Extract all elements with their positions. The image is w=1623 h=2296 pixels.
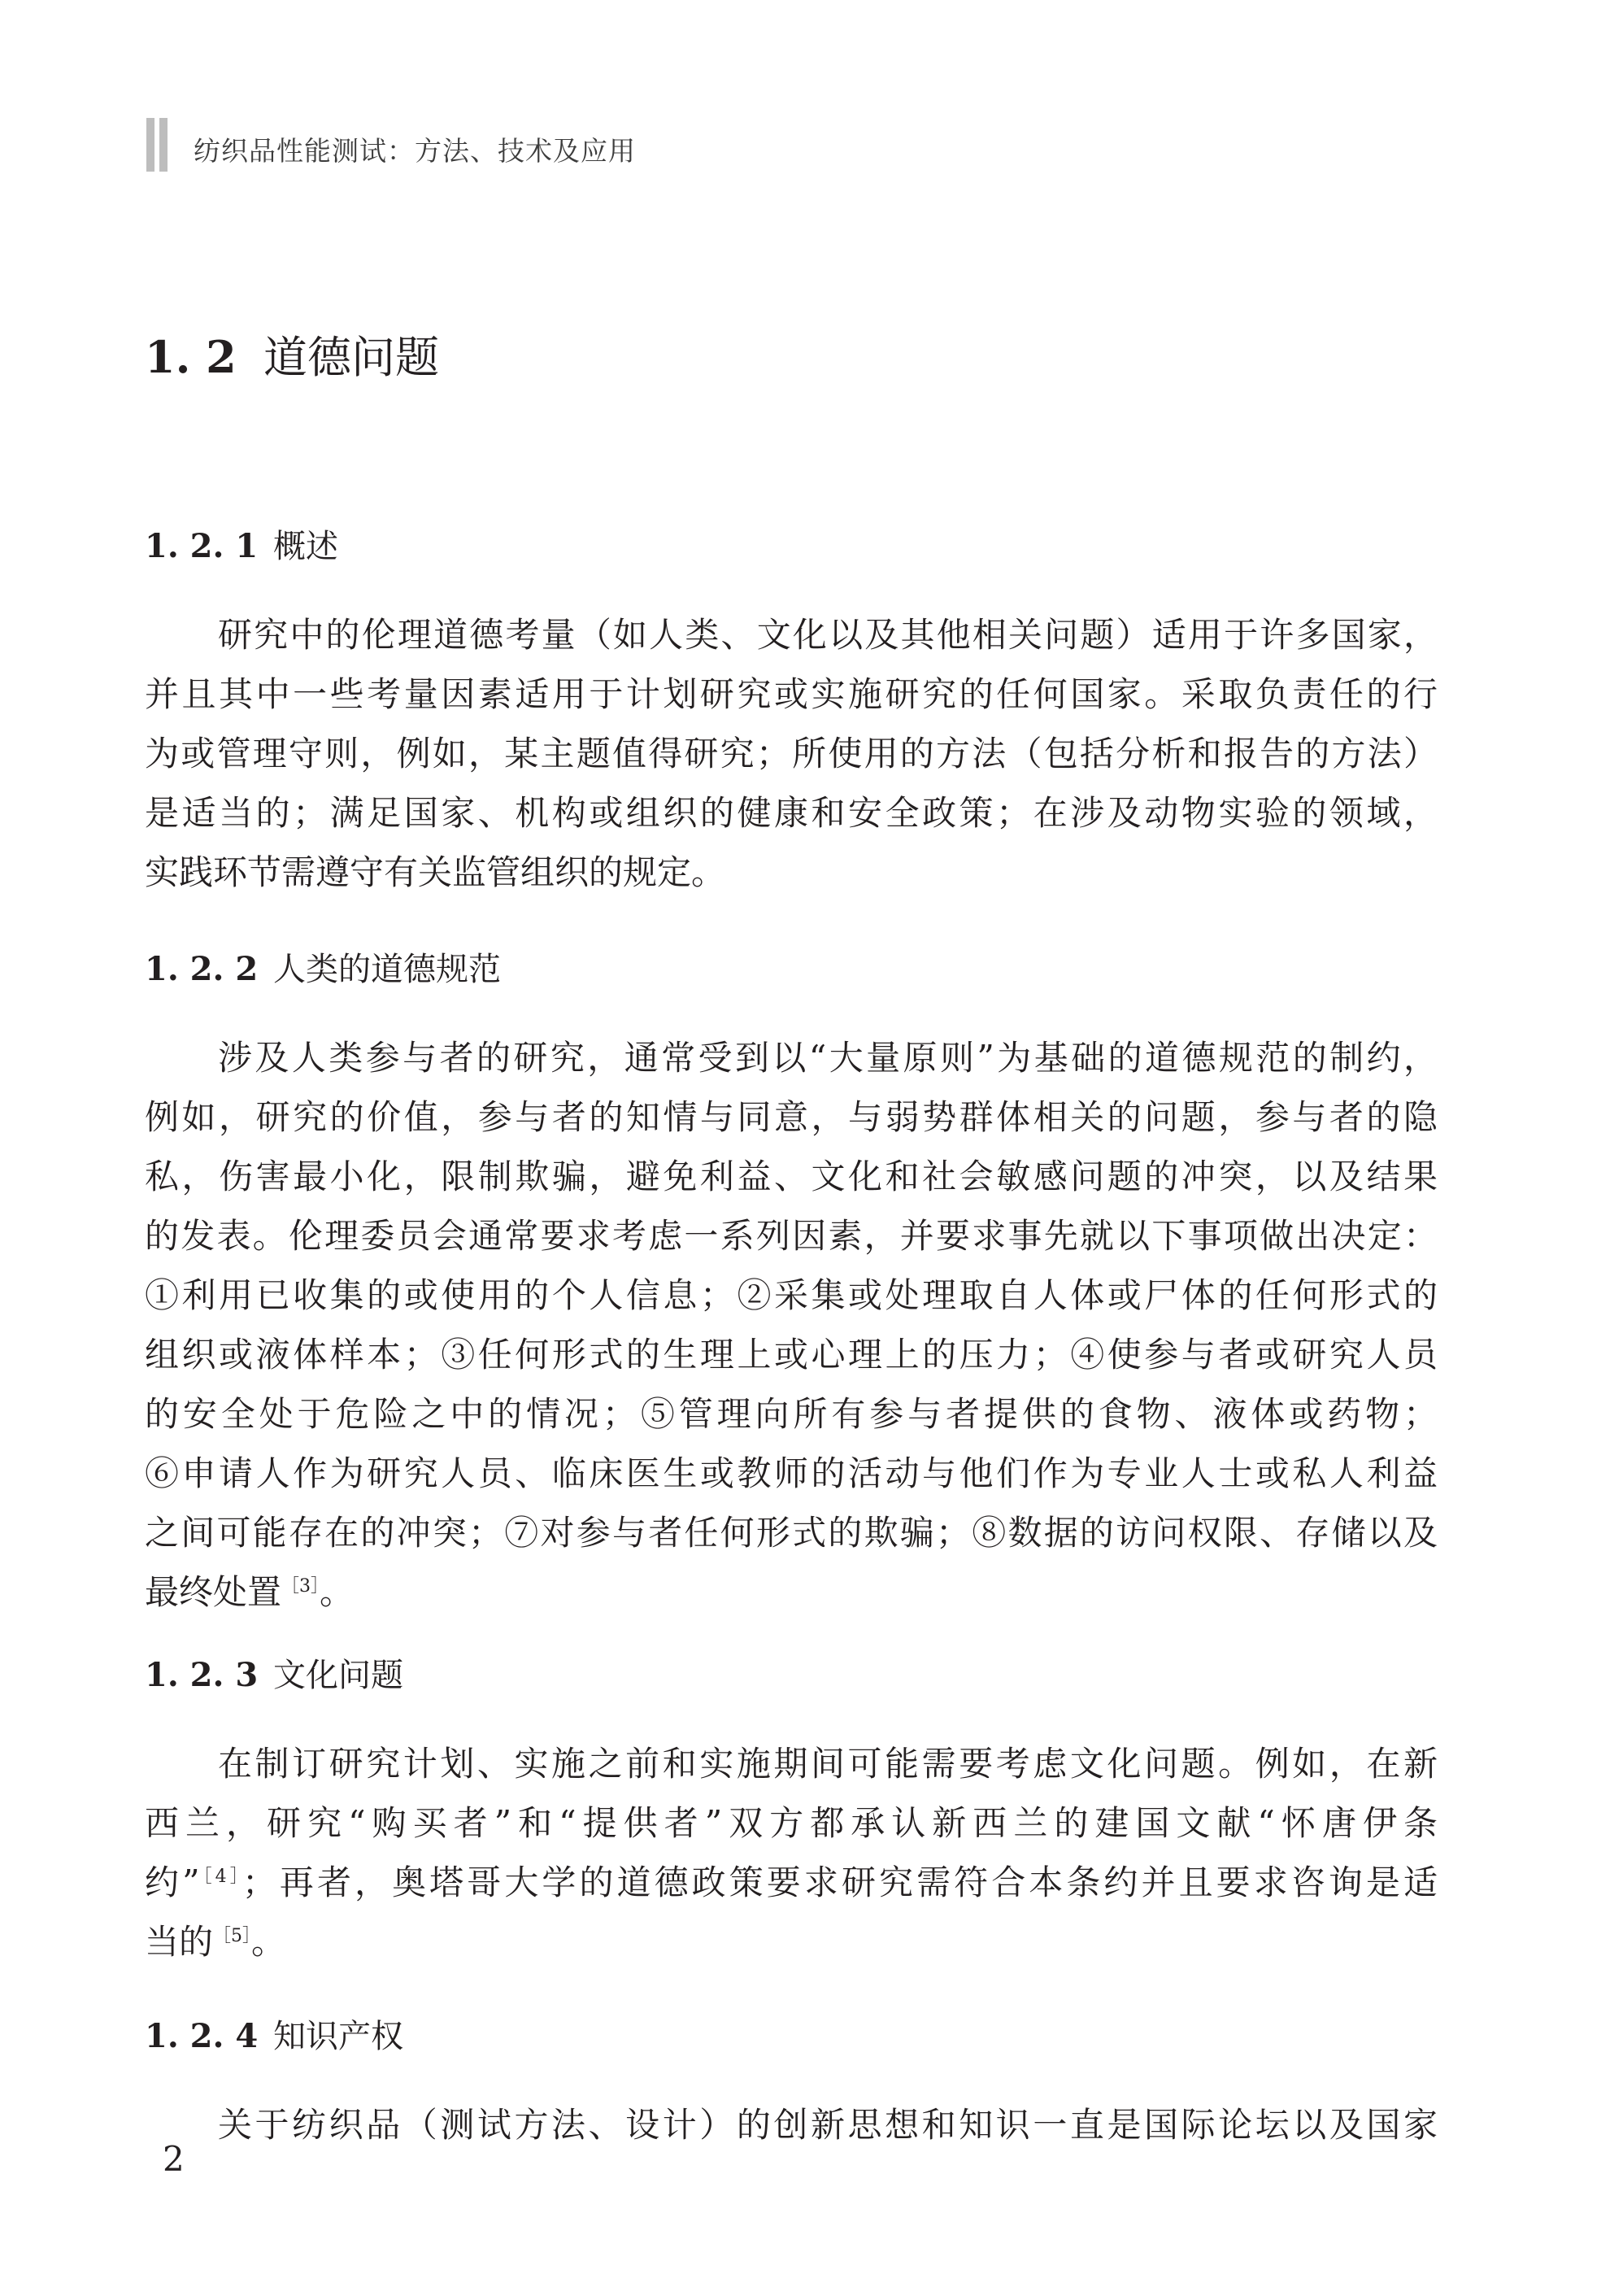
subsection-title: 概述 bbox=[273, 528, 338, 565]
subsection-number: 1. 2. 4 bbox=[145, 2017, 259, 2055]
paragraph-human-ethics bbox=[145, 1028, 1438, 1622]
subsection-heading bbox=[145, 2017, 403, 2055]
text-line: 在制订研究计划、实施之前和实施期间可能需要考虑文化问题。例如，在新 bbox=[218, 1744, 1438, 1784]
text-line: 的安全处于危险之中的情况；⑤管理向所有参与者提供的食物、液体或药物； bbox=[145, 1394, 1438, 1434]
text-line: 西兰，研究“购买者”和“提供者”双方都承认新西兰的建国文献“怀唐伊条 bbox=[145, 1803, 1438, 1843]
subsection-heading bbox=[145, 527, 338, 565]
text-segment: 。 bbox=[251, 1922, 286, 1962]
header-bar bbox=[146, 118, 154, 172]
paragraph-ip bbox=[145, 2095, 1438, 2154]
subsection-title: 人类的道德规范 bbox=[273, 951, 501, 988]
text-line: 研究中的伦理道德考量（如人类、文化以及其他相关问题）适用于许多国家， bbox=[218, 615, 1438, 655]
section-number: 1. 2 bbox=[145, 331, 237, 383]
citation-ref: ［3］ bbox=[281, 1576, 320, 1597]
text-line: 组织或液体样本；③任何形式的生理上或心理上的压力；④使参与者或研究人员 bbox=[145, 1335, 1438, 1375]
text-line: 私，伤害最小化，限制欺骗，避免利益、文化和社会敏感问题的冲突，以及结果 bbox=[145, 1157, 1438, 1196]
text-line: ①利用已收集的或使用的个人信息；②采集或处理取自人体或尸体的任何形式的 bbox=[145, 1275, 1438, 1315]
text-line: 并且其中一些考量因素适用于计划研究或实施研究的任何国家。采取负责任的行 bbox=[145, 674, 1438, 714]
subsection-number: 1. 2. 1 bbox=[145, 527, 259, 565]
text-line: ⑥申请人作为研究人员、临床医生或教师的活动与他们作为专业人士或私人利益 bbox=[145, 1453, 1438, 1493]
text-line: 关于纺织品（测试方法、设计）的创新思想和知识一直是国际论坛以及国家 bbox=[218, 2105, 1438, 2145]
subsection-heading bbox=[145, 950, 501, 988]
subsection-title: 知识产权 bbox=[273, 2018, 403, 2055]
text-line: 例如，研究的价值，参与者的知情与同意，与弱势群体相关的问题，参与者的隐 bbox=[145, 1097, 1438, 1137]
text-line bbox=[145, 1912, 1438, 1971]
text-line bbox=[145, 1853, 1438, 1912]
text-line: 之间可能存在的冲突；⑦对参与者任何形式的欺骗；⑧数据的访问权限、存储以及 bbox=[145, 1513, 1438, 1553]
page-number: 2 bbox=[163, 2139, 185, 2179]
paragraph-overview bbox=[145, 605, 1438, 902]
text-line: 的发表。伦理委员会通常要求考虑一系列因素，并要求事先就以下事项做出决定： bbox=[145, 1216, 1438, 1256]
text-line bbox=[145, 1562, 1438, 1622]
text-line: 涉及人类参与者的研究，通常受到以“大量原则”为基础的道德规范的制约， bbox=[218, 1038, 1438, 1078]
text-segment: ；再者，奥塔哥大学的道德政策要求研究需符合本条约并且要求咨询是适 bbox=[241, 1863, 1438, 1902]
subsection-title: 文化问题 bbox=[273, 1657, 403, 1694]
paragraph-culture bbox=[145, 1734, 1438, 1971]
citation-ref: ［4］ bbox=[199, 1867, 242, 1887]
text-line: 实践环节需遵守有关监管组织的规定。 bbox=[145, 852, 726, 892]
section-title-text: 道德问题 bbox=[263, 332, 439, 383]
text-segment: 。 bbox=[320, 1572, 355, 1612]
section-title bbox=[145, 331, 439, 383]
text-segment: 约” bbox=[145, 1863, 200, 1902]
subsection-number: 1. 2. 3 bbox=[145, 1656, 259, 1694]
text-segment: 最终处置 bbox=[145, 1572, 282, 1612]
running-head: 纺织品性能测试：方法、技术及应用 bbox=[194, 135, 636, 167]
citation-ref: ［5］ bbox=[213, 1926, 252, 1946]
subsection-number: 1. 2. 2 bbox=[145, 950, 259, 988]
text-segment: 当的 bbox=[145, 1922, 214, 1962]
text-line: 是适当的；满足国家、机构或组织的健康和安全政策；在涉及动物实验的领域， bbox=[145, 793, 1438, 833]
text-line: 为或管理守则，例如，某主题值得研究；所使用的方法（包括分析和报告的方法） bbox=[145, 734, 1438, 773]
subsection-heading bbox=[145, 1656, 403, 1694]
header-bar bbox=[159, 118, 168, 172]
